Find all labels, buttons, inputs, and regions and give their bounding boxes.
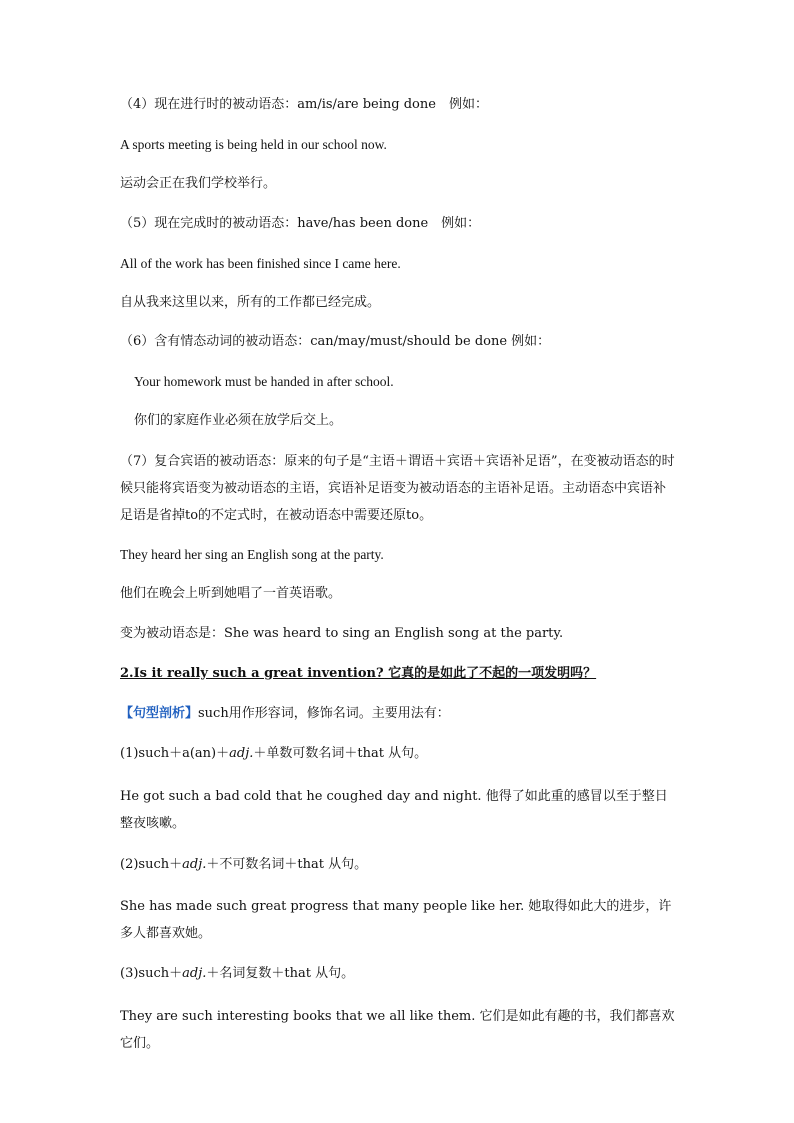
rule3-adj: adj. xyxy=(182,966,207,981)
item6-english-example: Your homework must be handed in after school. xyxy=(134,374,394,389)
example3: They are such interesting books that we all like them. 它们是如此有趣的书，我们都喜欢它们。 xyxy=(120,1009,675,1051)
sentence-analysis-tag: 【句型剖析】 xyxy=(120,706,199,721)
item5-chinese-translation: 自从我来这里以来，所有的工作都已经完成。 xyxy=(120,295,381,310)
rule2 xyxy=(120,855,367,875)
rule1-adj: adj. xyxy=(229,746,254,761)
rule1-suffix: ＋单数可数名词＋that 从句。 xyxy=(253,746,428,761)
item4-chinese-translation: 运动会正在我们学校举行。 xyxy=(120,176,277,191)
point2-intro: such用作形容词，修饰名词。主要用法有： xyxy=(198,706,450,721)
item6-title: （6）含有情态动词的被动语态：can/may/must/should be done 例如： xyxy=(120,334,551,349)
item6-chinese-translation: 你们的家庭作业必须在放学后交上。 xyxy=(134,413,343,428)
item5-title: （5）现在完成时的被动语态：have/has been done 例如： xyxy=(120,216,481,231)
item7-chinese-translation: 他们在晚会上听到她唱了一首英语歌。 xyxy=(120,586,342,601)
item5-english-example: All of the work has been finished since I came here. xyxy=(120,256,401,271)
rule1-prefix: (1)such＋a(an)＋ xyxy=(120,746,230,761)
item7-paragraph: （7）复合宾语的被动语态：原来的句子是“主语＋谓语＋宾语＋宾语补足语”，在变被动语态的时候只能将宾语变为被动语态的主语，宾语补足语变为被动语态的主语补足语。主动语态中宾语补足语是省掉to的不定式时，在被动语态中需要还原to。 xyxy=(120,454,675,523)
rule1 xyxy=(120,744,427,764)
item7-passive-example: 变为被动语态是：She was heard to sing an English song at the party. xyxy=(120,626,564,641)
item4-english-example: A sports meeting is being held in our school now. xyxy=(120,137,387,152)
point2-heading: 2.Is it really such a great invention? 它真的是如此了不起的一项发明吗？ xyxy=(120,666,597,681)
rule3-prefix: (3)such＋ xyxy=(120,966,183,981)
example2: She has made such great progress that many people like her. 她取得如此大的进步，许多人都喜欢她。 xyxy=(120,899,672,941)
example1: He got such a bad cold that he coughed day and night. 他得了如此重的感冒以至于整日整夜咳嗽。 xyxy=(120,789,668,831)
rule2-adj: adj. xyxy=(182,857,207,872)
rule2-prefix: (2)such＋ xyxy=(120,857,183,872)
item7-english-example: They heard her sing an English song at the party. xyxy=(120,547,384,562)
item4-title: （4）现在进行时的被动语态：am/is/are being done 例如： xyxy=(120,97,488,112)
rule3-suffix: ＋名词复数＋that 从句。 xyxy=(206,966,355,981)
rule2-suffix: ＋不可数名词＋that 从句。 xyxy=(206,857,368,872)
point2-analysis xyxy=(120,704,450,724)
rule3 xyxy=(120,964,354,984)
